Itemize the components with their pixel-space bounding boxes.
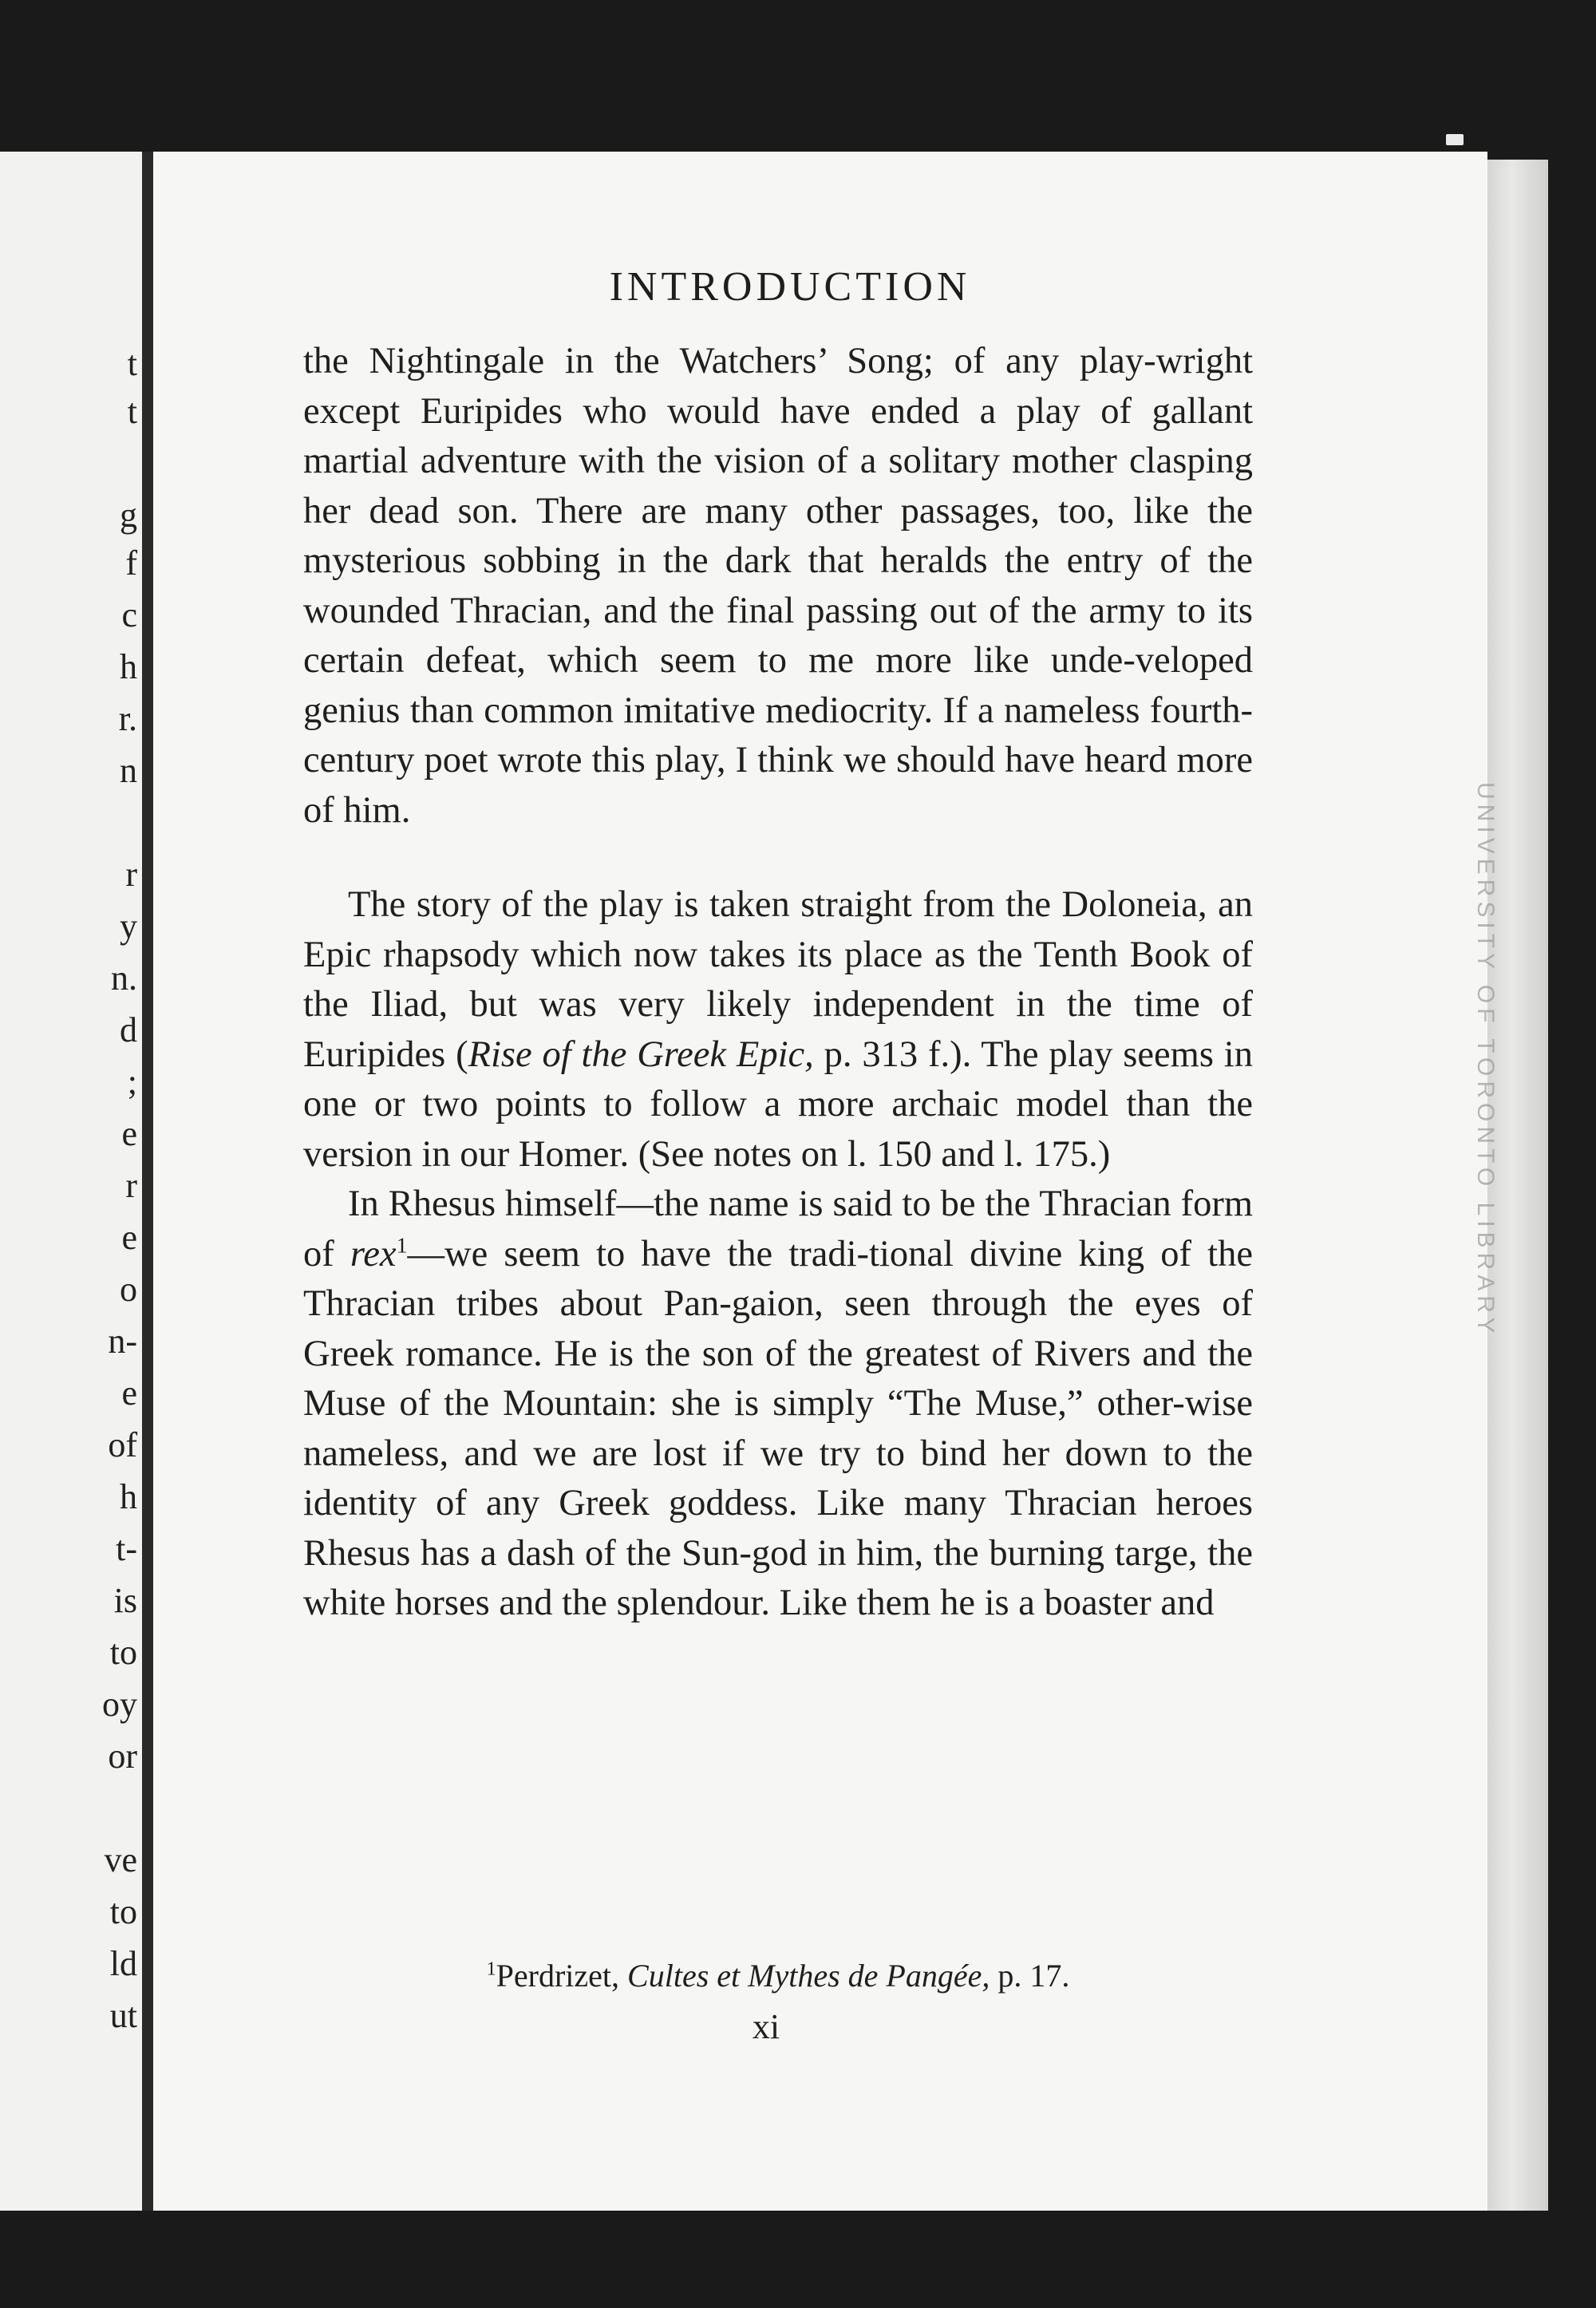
left-page-fragment: r.: [118, 699, 137, 738]
paragraph-2: The story of the play is taken straight from the Doloneia, an Epic rhapsody which now takes its place as the Tenth Book of the Iliad, but was very likely independent in the time of Euripides (Rise of the Greek Epic, p. 313 f.). The play seems in one or two points to follow a more archaic model than the version in our Homer. (See notes on l. 150 and l. 175.): [303, 884, 1253, 1175]
left-page-fragment: t: [127, 344, 137, 383]
left-page-fragment: e: [121, 1114, 137, 1153]
left-page-fragment: e: [121, 1218, 137, 1257]
left-page-fragment: n-: [108, 1322, 137, 1361]
left-page-fragment: ld: [109, 1944, 137, 1983]
left-page-fragment: o: [120, 1270, 137, 1309]
left-page-fragment: c: [121, 595, 137, 634]
body-text: [303, 337, 1253, 1629]
footnote-ref: 1: [396, 1233, 408, 1258]
left-page-fragment: t-: [116, 1529, 137, 1568]
footnote: $^1$Perdrizet, Cultes et Mythes de Pangée, p. 17.: [486, 1958, 1070, 1994]
scan-mark: [1446, 134, 1464, 145]
left-page-fragment: ;: [127, 1062, 137, 1101]
left-page-fragment: t: [127, 392, 137, 431]
left-page-fragment: is: [113, 1581, 137, 1620]
left-page-fragment: r: [125, 855, 137, 894]
page-number: xi: [752, 2007, 780, 2046]
left-page-fragment: to: [109, 1633, 137, 1672]
left-page-fragment: r: [125, 1166, 137, 1205]
left-page-fragment: e: [121, 1373, 137, 1413]
paragraph-3: In Rhesus himself—the name is said to be the Thracian form of rex$^1$—we seem to have the tradi-tional divine king of the Thracian tribes about Pan-gaion, seen through the eyes of Greek romance. He is the son of the greatest of Rivers and the Muse of the Mountain: she is simply “The Muse,” other-wise nameless, and we are lost if we try to bind her down to the identity of any Greek goddess. Like many Thracian heroes Rhesus has a dash of the Sun-god in him, the burning targe, the white horses and the splendour. Like them he is a boaster and: [303, 1184, 1253, 1623]
left-page-fragment: ut: [109, 1996, 137, 2035]
left-page-fragment: n.: [111, 958, 137, 998]
left-page-fragment: oy: [102, 1685, 137, 1724]
paragraph-1: the Nightingale in the Watchers’ Song; of any play-wright except Euripides who would have ended a play of gallant martial adventure with the vision of a solitary mother clasping her dead son. There are many other passages, too, like the mysterious sobbing in the dark that heralds the entry of the wounded Thracian, and the final passing out of the army to its certain defeat, which seem to me more like unde-veloped genius than common imitative mediocrity. If a nameless fourth-century poet wrote this play, I think we should have heard more of him.: [303, 341, 1253, 831]
left-page-fragment: n: [120, 751, 137, 790]
facing-left-page: [0, 152, 142, 2211]
left-page-fragment: or: [108, 1737, 137, 1776]
left-page-fragment: g: [120, 496, 137, 535]
left-page-fragment: h: [120, 647, 137, 686]
left-page-fragment: to: [109, 1892, 137, 1931]
left-page-fragment: ve: [104, 1840, 137, 1879]
running-header: INTRODUCTION: [609, 264, 971, 310]
left-page-fragment: y: [120, 907, 137, 946]
left-page-fragment: f: [125, 543, 137, 583]
left-page-fragment: h: [120, 1477, 137, 1516]
left-page-fragment: d: [120, 1010, 137, 1049]
library-stamp: UNIVERSITY OF TORONTO LIBRARY: [1472, 782, 1499, 1338]
book-gutter: [142, 152, 153, 2211]
left-page-fragment: of: [108, 1425, 137, 1464]
